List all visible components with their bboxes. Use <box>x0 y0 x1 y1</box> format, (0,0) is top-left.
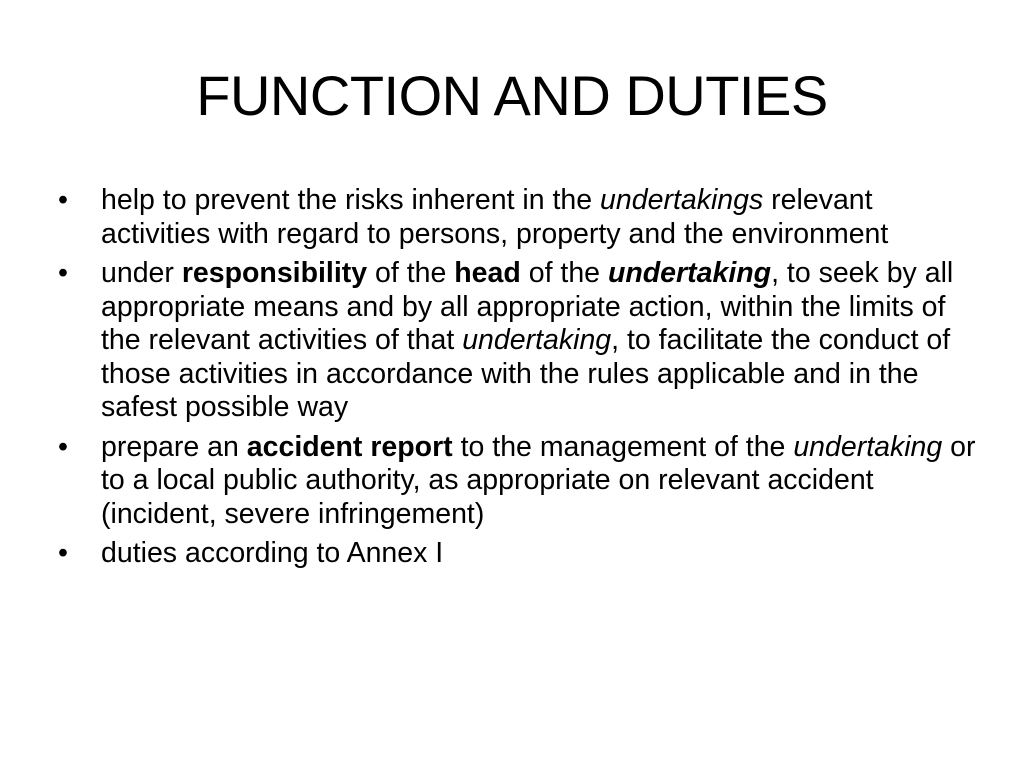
text-run: of the <box>520 257 608 289</box>
text-run: , to seek by all appropriate means and by all appropriate action, within the limits of the relevant activities of that <box>101 257 954 356</box>
bullet-text <box>101 537 443 569</box>
bullet-text <box>101 184 888 250</box>
text-run: relevant activities with regard to persons, property and the environment <box>101 184 889 250</box>
text-run: , to facilitate the conduct of those activities in accordance with the rules applicable and in the safest possible way <box>101 324 951 423</box>
text-run: help to prevent the risks inherent in the <box>101 184 601 216</box>
text-run-bold: accident report <box>246 430 453 463</box>
text-run: of the <box>367 257 455 289</box>
bullet-dot-icon: • <box>58 430 68 463</box>
text-run: under <box>101 257 182 289</box>
text-run-bold: head <box>454 257 521 289</box>
text-run: or to a local public authority, as appropriate on relevant accident (incident, severe infringement) <box>101 430 976 530</box>
text-run-italic: undertaking <box>462 324 612 356</box>
bullet-text <box>101 431 976 530</box>
bullet-item <box>56 257 976 425</box>
text-run: to the management of the <box>452 430 794 463</box>
text-run: prepare an <box>101 430 247 463</box>
slide-title: FUNCTION AND DUTIES <box>196 64 828 127</box>
bullet-item <box>56 184 976 251</box>
text-run: duties according to Annex I <box>101 537 444 569</box>
bullet-dot-icon: • <box>58 257 68 289</box>
bullet-dot-icon: • <box>58 184 68 216</box>
bullet-text <box>101 257 953 423</box>
bullet-list <box>56 184 976 577</box>
text-run-italic: undertakings <box>600 184 764 216</box>
text-run-italic: undertaking <box>793 430 943 463</box>
bullet-item <box>56 431 976 532</box>
text-run-bold-italic: undertaking <box>607 257 772 289</box>
bullet-dot-icon: • <box>58 537 68 569</box>
bullet-item <box>56 537 976 571</box>
text-run-bold: responsibility <box>181 257 368 289</box>
